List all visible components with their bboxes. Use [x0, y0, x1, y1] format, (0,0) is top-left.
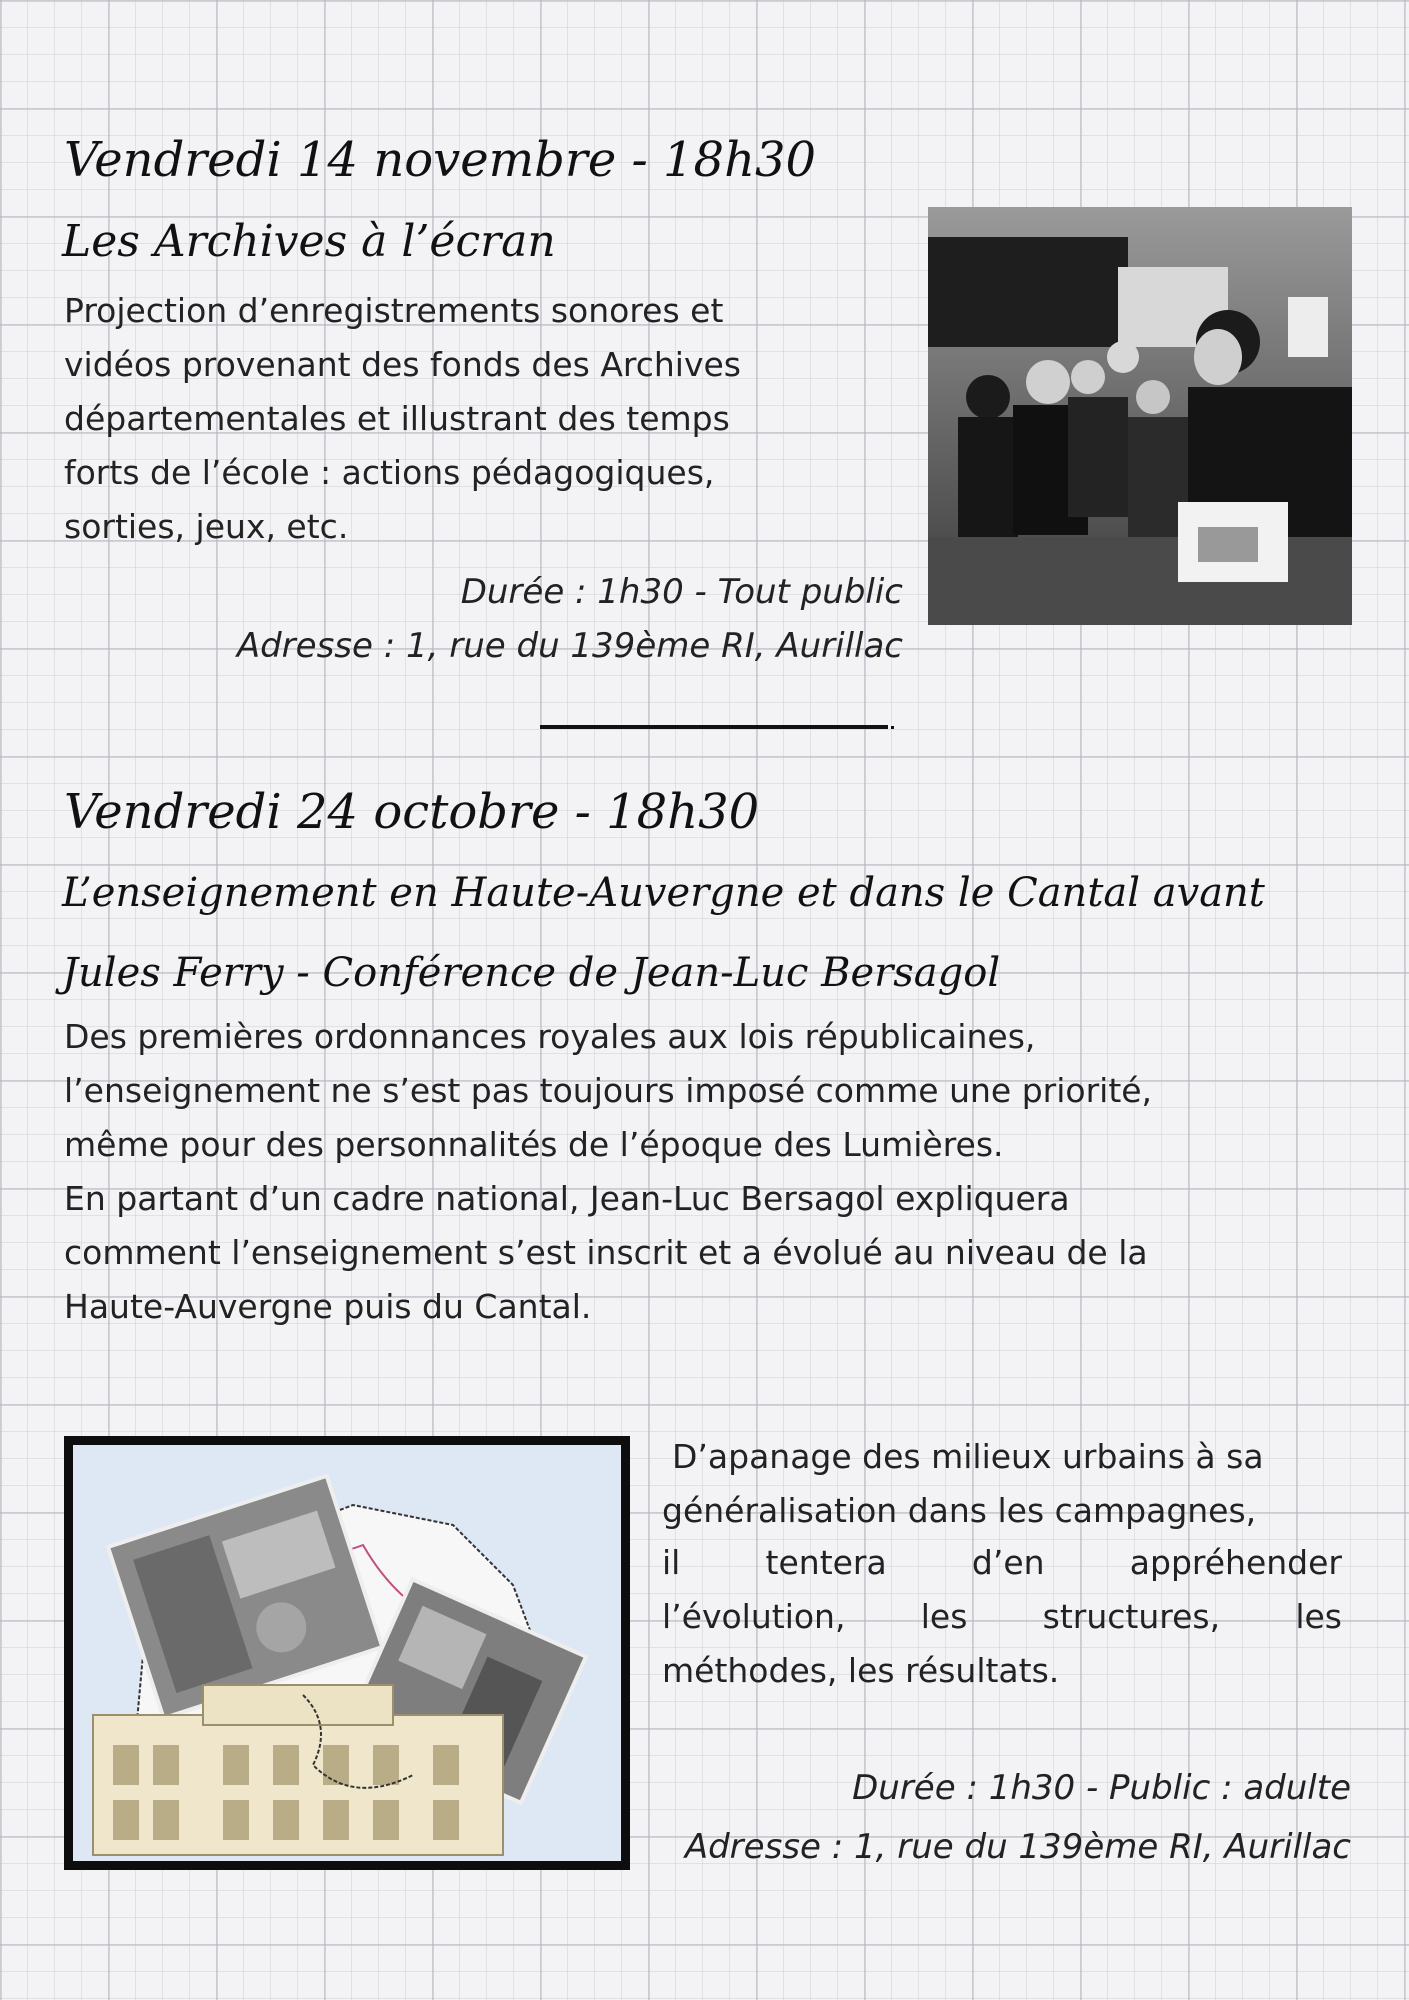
event1-duration: Durée : 1h30 - Tout public	[460, 572, 903, 612]
classroom-photo	[928, 207, 1352, 625]
event2-description-line: Haute-Auvergne puis du Cantal.	[64, 1287, 592, 1326]
event2-side-text-line: D’apanage des milieux urbains à sa	[672, 1437, 1264, 1476]
classroom-photo-image	[928, 207, 1352, 625]
event2-duration: Durée : 1h30 - Public : adulte	[852, 1768, 1351, 1808]
event2-description-line: comment l’enseignement s’est inscrit et a évolué au niveau de la	[64, 1233, 1148, 1272]
event2-title-line1: L’enseignement en Haute-Auvergne et dans le Cantal avant	[62, 870, 1265, 916]
event2-side-text-line: généralisation dans les campagnes,	[662, 1491, 1257, 1530]
event1-description-line: Projection d’enregistrements sonores et	[64, 291, 724, 330]
event2-description-line: En partant d’un cadre national, Jean-Luc Bersagol expliquera	[64, 1179, 1070, 1218]
event2-description	[64, 1010, 1364, 1334]
event2-side-text-line: méthodes, les résultats.	[662, 1651, 1060, 1690]
event2-side-text-line: il tentera d’en appréhender	[662, 1543, 1342, 1582]
event1-description	[64, 284, 924, 554]
cantal-map-collage	[64, 1436, 630, 1870]
event1-description-line: départementales et illustrant des temps	[64, 399, 730, 438]
event1-description-line: sorties, jeux, etc.	[64, 507, 349, 546]
event2-side-text	[662, 1430, 1342, 1696]
event1-description-line: vidéos provenant des fonds des Archives	[64, 345, 741, 384]
section-divider-dot	[891, 726, 894, 729]
event2-title-line2: Jules Ferry - Conférence de Jean-Luc Bersagol	[62, 950, 1001, 996]
event1-date: Vendredi 14 novembre - 18h30	[64, 132, 817, 188]
event2-date: Vendredi 24 octobre - 18h30	[64, 784, 760, 840]
cantal-map-collage-image	[73, 1445, 621, 1861]
event1-title: Les Archives à l’écran	[62, 216, 556, 267]
event2-description-line: même pour des personnalités de l’époque des Lumières.	[64, 1125, 1004, 1164]
event1-address: Adresse : 1, rue du 139ème RI, Aurillac	[236, 626, 903, 666]
event2-description-line: l’enseignement ne s’est pas toujours imposé comme une priorité,	[64, 1071, 1153, 1110]
event2-side-text-line: l’évolution, les structures, les	[662, 1597, 1342, 1636]
event1-description-line: forts de l’école : actions pédagogiques,	[64, 453, 715, 492]
event2-description-line: Des premières ordonnances royales aux lois républicaines,	[64, 1017, 1036, 1056]
event2-address: Adresse : 1, rue du 139ème RI, Aurillac	[684, 1827, 1351, 1867]
section-divider	[540, 725, 888, 729]
